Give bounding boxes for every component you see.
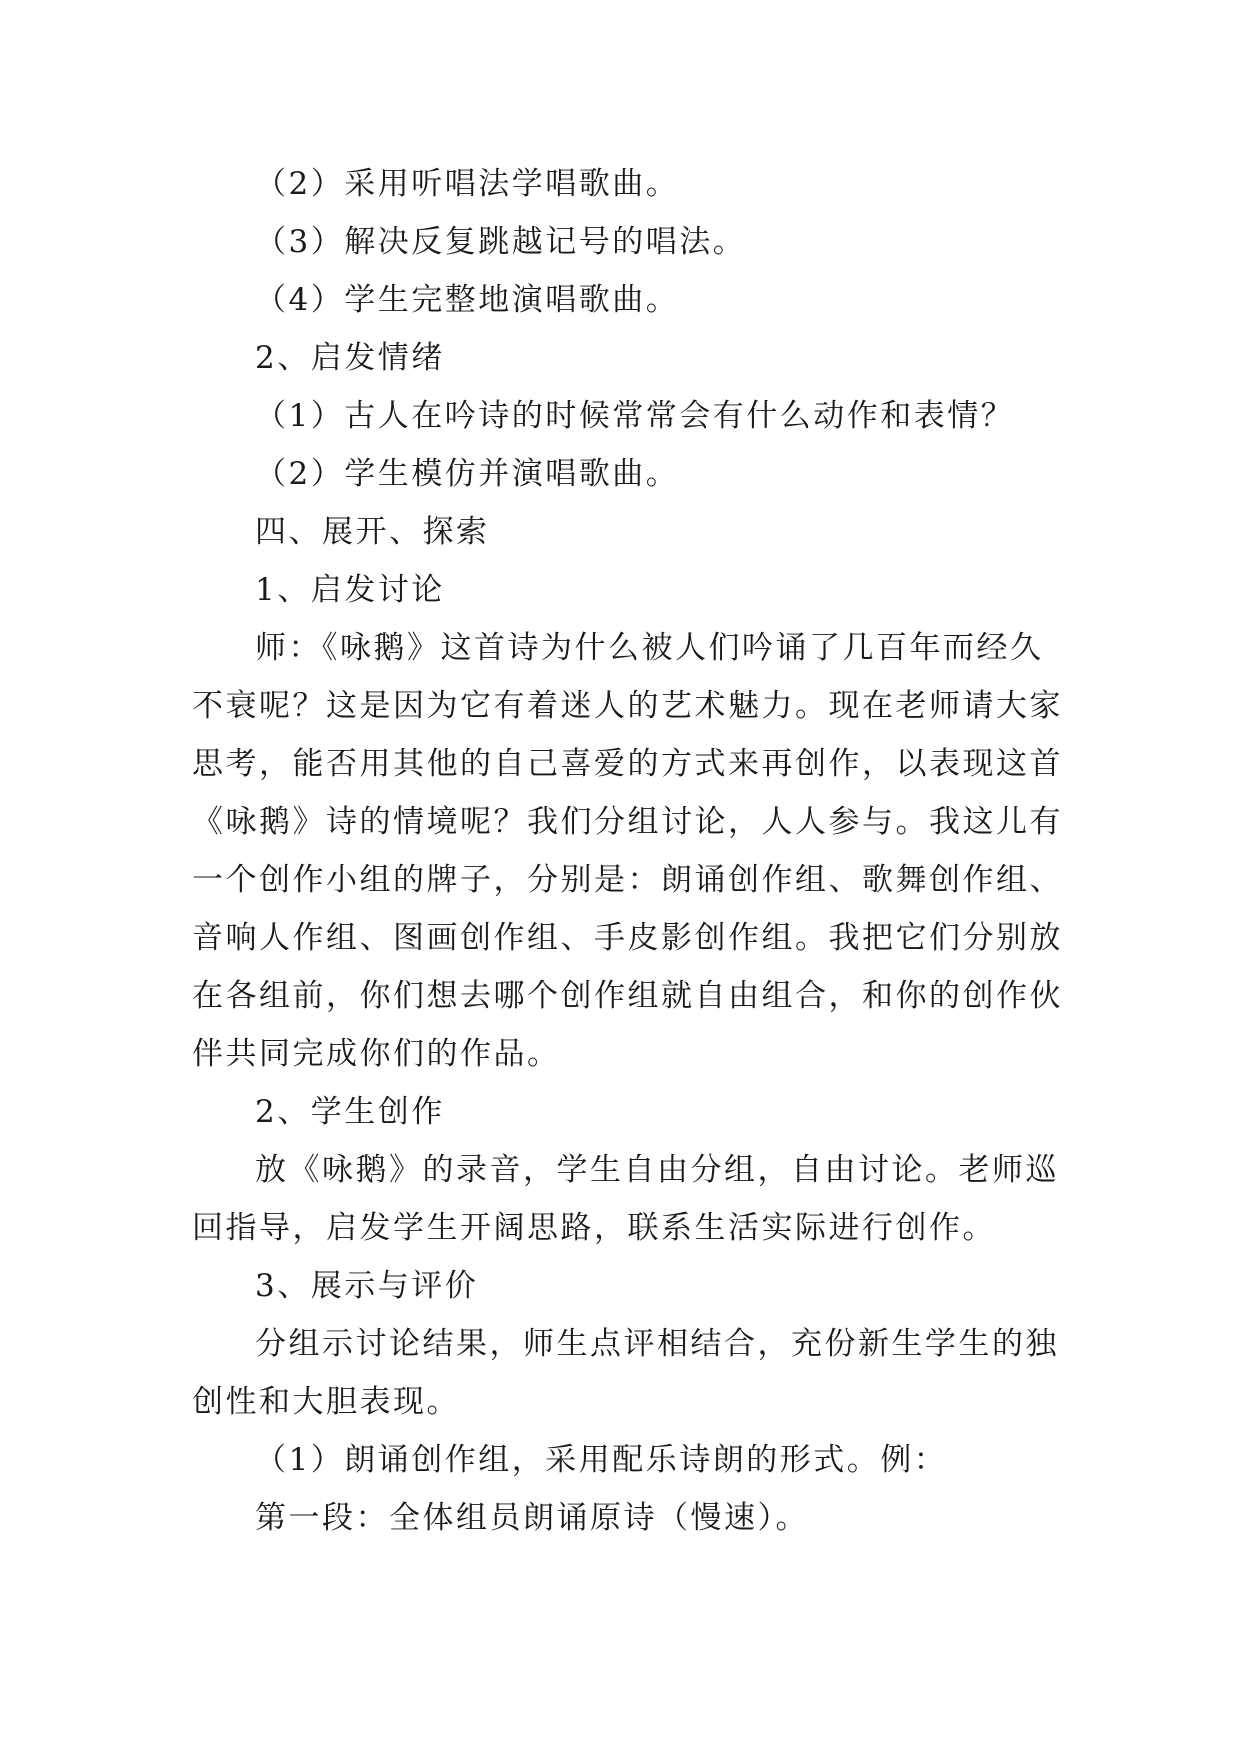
paragraph-line: 思考，能否用其他的自己喜爱的方式来再创作，以表现这首 xyxy=(192,746,1063,782)
paragraph-line: 一个创作小组的牌子，分别是：朗诵创作组、歌舞创作组、 xyxy=(192,862,1063,898)
text-line-step-2: （2）采用听唱法学唱歌曲。 xyxy=(255,166,680,202)
paragraph-line: 《咏鹅》诗的情境呢？我们分组讨论，人人参与。我这儿有 xyxy=(192,804,1063,840)
text-line-step-4: （4）学生完整地演唱歌曲。 xyxy=(255,282,680,318)
section-heading-student-creation: 2、学生创作 xyxy=(255,1094,445,1130)
section-heading-explore: 四、展开、探索 xyxy=(255,514,490,550)
section-heading-discussion: 1、启发讨论 xyxy=(255,572,445,608)
paragraph-line: 创性和大胆表现。 xyxy=(192,1384,460,1420)
text-line-step-3: （3）解决反复跳越记号的唱法。 xyxy=(255,224,747,260)
paragraph-line: 音响人作组、图画创作组、手皮影创作组。我把它们分别放 xyxy=(192,920,1063,956)
section-heading-display-evaluation: 3、展示与评价 xyxy=(255,1268,479,1304)
paragraph-line: 分组示讨论结果，师生点评相结合，充份新生学生的独 xyxy=(255,1326,1059,1362)
lesson-plan-text xyxy=(192,155,1072,1547)
paragraph-line: 伴共同完成你们的作品。 xyxy=(192,1036,561,1072)
section-heading-inspire-emotion: 2、启发情绪 xyxy=(255,340,445,376)
paragraph-line: 不衰呢？这是因为它有着迷人的艺术魅力。现在老师请大家 xyxy=(192,688,1063,724)
text-line-question: （1）古人在吟诗的时候常常会有什么动作和表情？ xyxy=(255,398,1015,434)
text-line-first-section: 第一段：全体组员朗诵原诗（慢速）。 xyxy=(255,1500,809,1536)
text-line-recitation-group: （1）朗诵创作组，采用配乐诗朗的形式。例： xyxy=(255,1442,948,1478)
paragraph-line: 在各组前，你们想去哪个创作组就自由组合，和你的创作伙 xyxy=(192,978,1063,1014)
paragraph-line: 师：《咏鹅》这首诗为什么被人们吟诵了几百年而经久 xyxy=(255,630,1044,666)
paragraph-line: 回指导，启发学生开阔思路，联系生活实际进行创作。 xyxy=(192,1210,996,1246)
text-line-imitate: （2）学生模仿并演唱歌曲。 xyxy=(255,456,680,492)
paragraph-line: 放《咏鹅》的录音，学生自由分组，自由讨论。老师巡 xyxy=(255,1152,1059,1188)
